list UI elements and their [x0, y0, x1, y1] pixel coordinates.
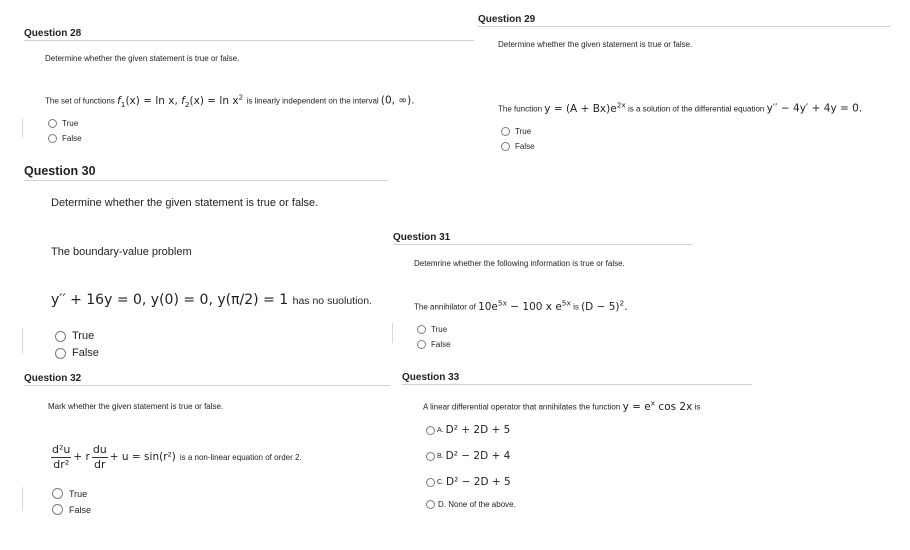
question-30-instruction: Determine whether the given statement is true or false. — [51, 197, 319, 209]
q29-radio-true[interactable] — [501, 127, 510, 136]
q28-f2: f — [181, 94, 185, 107]
question-31-bar — [392, 323, 393, 343]
q33-func-rest: cos 2x — [655, 400, 693, 413]
q28-f1-rest: (x) = ln x, — [125, 94, 182, 107]
question-30-title: Question 30 — [24, 164, 96, 178]
q31-prefix: The annihilator of — [414, 302, 476, 312]
q32-frac2 — [92, 444, 108, 470]
q33-radio-b[interactable] — [426, 452, 435, 461]
q33-func — [622, 398, 693, 413]
q33-option-b-letter: B. — [437, 452, 444, 460]
q31-result-end: . — [624, 300, 628, 313]
q30-radio-true[interactable] — [55, 331, 66, 342]
question-31-instruction: Detemrine whether the following information is true or false. — [414, 259, 625, 268]
question-32-title: Question 32 — [24, 373, 82, 384]
q33-radio-d[interactable] — [426, 500, 435, 509]
q28-f1-sub: 1 — [120, 99, 126, 109]
q30-suffix: has no suolution. — [292, 295, 373, 307]
q33-func-exp: x — [650, 398, 656, 407]
question-33-title: Question 33 — [402, 372, 460, 383]
q32-mid: + r — [73, 451, 90, 464]
q29-radio-false[interactable] — [501, 142, 510, 151]
q29-equation: y′′ − 4y′ + 4y = 0. — [766, 102, 863, 115]
q28-math — [117, 92, 247, 109]
q33-option-b[interactable] — [426, 450, 510, 462]
question-30-statement — [51, 291, 372, 309]
q33-option-d-text: D. None of the above. — [438, 500, 516, 509]
q30-option-true-label: True — [72, 330, 95, 342]
question-30-rule — [24, 180, 388, 181]
q31-term1: 10e — [478, 300, 498, 313]
q33-is: is — [694, 402, 701, 412]
q33-option-c-text: D² − 2D + 5 — [446, 476, 511, 488]
q28-f2-rest: (x) = ln x — [189, 94, 239, 107]
q31-result-exp: 2 — [619, 298, 625, 307]
question-28-title: Question 28 — [24, 28, 82, 39]
question-28-instruction: Determine whether the given statement is true or false. — [45, 54, 240, 63]
q28-radio-false[interactable] — [48, 134, 57, 143]
q28-interval: (0, ∞). — [380, 94, 415, 107]
q28-f1: f — [117, 94, 121, 107]
q32-radio-true[interactable] — [52, 488, 63, 499]
q28-option-true-label: True — [62, 119, 79, 128]
question-29-statement — [498, 100, 862, 115]
q33-radio-c[interactable] — [426, 478, 435, 487]
q29-option-false-label: False — [515, 142, 535, 151]
q29-func-base: y = (A + Bx)e — [544, 102, 617, 115]
q28-option-false[interactable] — [48, 134, 82, 143]
question-31-rule — [393, 244, 693, 245]
q30-equation: y′′ + 16y = 0, y(0) = 0, y(π/2) = 1 — [51, 292, 289, 308]
q29-option-false[interactable] — [501, 142, 535, 151]
q29-prefix: The function — [498, 104, 543, 114]
question-30-bar — [22, 328, 23, 354]
question-33-rule — [402, 384, 752, 385]
q31-option-false-label: False — [431, 340, 451, 349]
q31-term1-exp: 5x — [497, 298, 507, 307]
question-29-rule — [478, 26, 890, 27]
q32-option-false[interactable] — [52, 504, 91, 515]
q32-option-true[interactable] — [52, 488, 87, 499]
q32-frac2-den: dr — [94, 457, 106, 471]
q29-func — [544, 100, 626, 115]
question-29-instruction: Determine whether the given statement is true or false. — [498, 40, 693, 49]
q29-func-exp: 2x — [616, 100, 626, 109]
question-28-bar — [22, 118, 23, 138]
q28-prefix: The set of functions — [45, 96, 115, 106]
q32-frac1 — [51, 444, 71, 470]
q32-frac1-den: dr² — [53, 457, 70, 471]
q31-radio-true[interactable] — [417, 325, 426, 334]
q31-result-base: (D − 5) — [581, 300, 620, 313]
q31-term2: − 100 x e — [506, 300, 562, 313]
q28-option-false-label: False — [62, 134, 82, 143]
q33-option-c-letter: C. — [437, 478, 444, 486]
q33-option-a[interactable] — [426, 424, 510, 436]
q33-option-a-letter: A. — [437, 426, 444, 434]
q31-term2-exp: 5x — [561, 298, 571, 307]
question-32-rule — [24, 385, 390, 386]
q31-option-true-label: True — [431, 325, 448, 334]
q32-frac1-num: d²u — [52, 443, 71, 456]
q33-func-base: y = e — [622, 400, 651, 413]
q33-option-b-text: D² − 2D + 4 — [445, 450, 511, 462]
q29-option-true[interactable] — [501, 127, 531, 136]
q30-option-false[interactable] — [55, 347, 99, 359]
q31-result — [581, 298, 628, 313]
q28-f2-sub: 2 — [184, 99, 190, 109]
q33-prefix: A linear differential operator that annihilates the function — [423, 402, 621, 412]
q31-radio-false[interactable] — [417, 340, 426, 349]
q30-option-true[interactable] — [55, 330, 94, 342]
question-28-statement — [45, 92, 415, 109]
q31-is: is — [573, 302, 579, 312]
q28-mid: is linearly independent on the interval — [246, 96, 379, 106]
q28-f2-exp: 2 — [238, 92, 244, 101]
q28-radio-true[interactable] — [48, 119, 57, 128]
question-28-rule — [24, 40, 474, 41]
q32-tail: + u = sin(r²) — [109, 451, 176, 464]
q32-frac2-num: du — [92, 443, 107, 456]
q29-option-true-label: True — [515, 127, 532, 136]
q30-option-false-label: False — [72, 347, 99, 359]
q33-radio-a[interactable] — [426, 426, 435, 435]
q29-mid: is a solution of the differential equation — [627, 104, 765, 114]
q32-suffix: is a non-linear equation of order 2. — [179, 452, 302, 462]
q31-expr — [478, 298, 571, 313]
q32-radio-false[interactable] — [52, 504, 63, 515]
q32-option-true-label: True — [69, 488, 88, 499]
q31-option-true[interactable] — [417, 325, 447, 334]
question-32-statement — [50, 444, 302, 470]
question-31-title: Question 31 — [393, 232, 451, 243]
question-33-statement — [423, 398, 700, 413]
question-32-bar — [22, 487, 23, 511]
q32-option-false-label: False — [69, 504, 92, 515]
q28-option-true[interactable] — [48, 119, 78, 128]
q30-radio-false[interactable] — [55, 348, 66, 359]
q33-option-c[interactable] — [426, 476, 511, 488]
q33-option-a-text: D² + 2D + 5 — [445, 424, 511, 436]
question-31-statement — [414, 298, 628, 313]
question-30-bvp-label: The boundary-value problem — [51, 246, 192, 258]
question-29-title: Question 29 — [478, 14, 536, 25]
q31-option-false[interactable] — [417, 340, 451, 349]
question-32-instruction: Mark whether the given statement is true or false. — [48, 402, 224, 411]
q33-option-d[interactable] — [426, 500, 516, 509]
